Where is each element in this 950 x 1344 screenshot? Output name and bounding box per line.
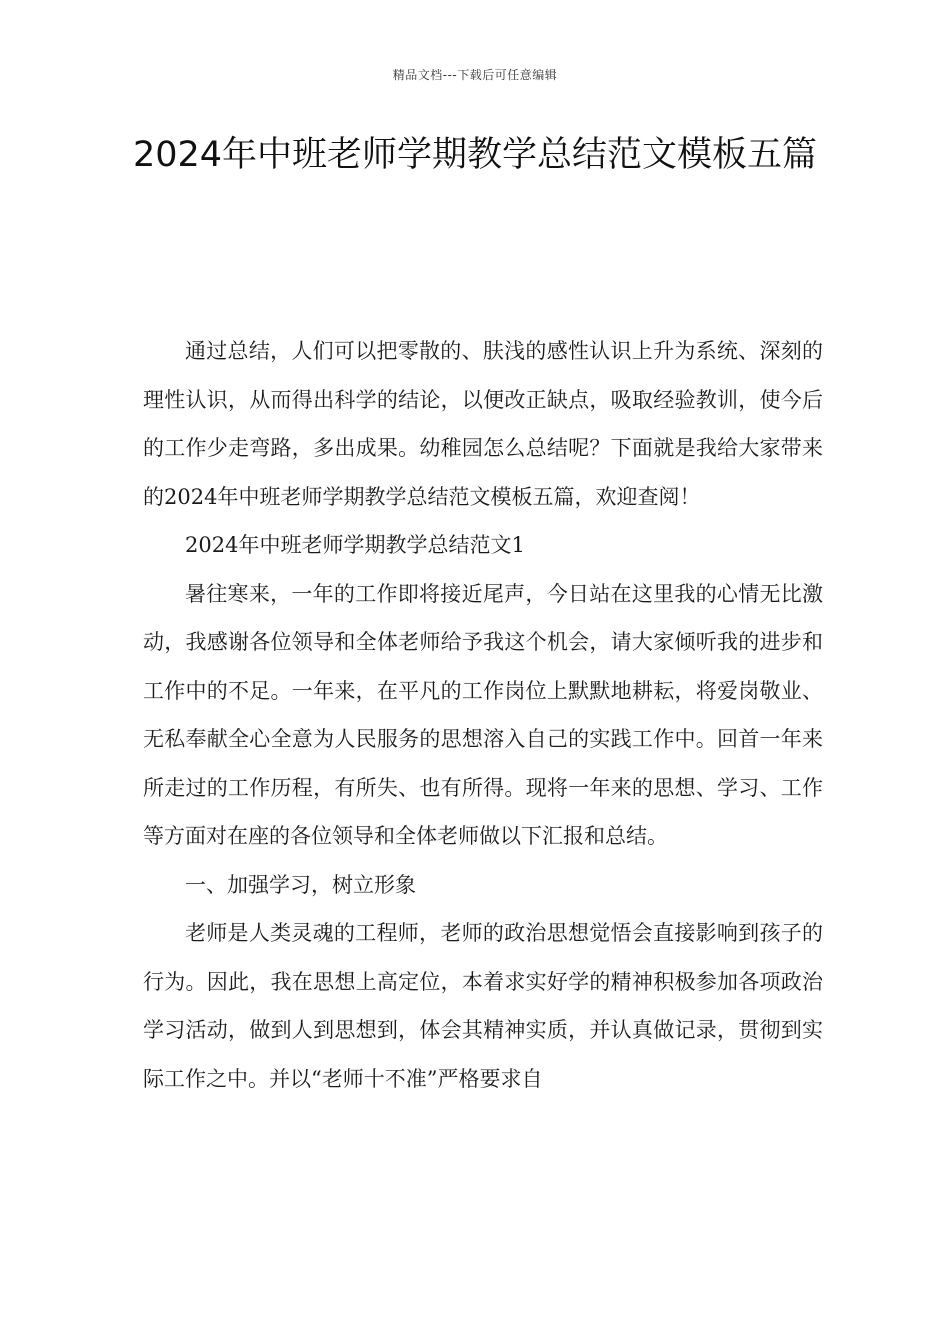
document-title: 2024年中班老师学期教学总结范文模板五篇 <box>132 135 818 175</box>
intro-paragraph: 通过总结，人们可以把零散的、肤浅的感性认识上升为系统、深刻的理性认识，从而得出科学的结论，以便改正缺点，吸取经验教训，使今后的工作少走弯路，多出成果。幼稚园怎么总结呢？下面就是我给大家带来的2024年中班老师学期教学总结范文模板五篇，欢迎查阅！ <box>143 339 823 509</box>
subsection-heading: 一、加强学习，树立形象 <box>185 872 416 897</box>
body-paragraph: 暑往寒来，一年的工作即将接近尾声，今日站在这里我的心情无比激动，我感谢各位领导和全体老师给予我这个机会，请大家倾听我的进步和工作中的不足。一年来，在平凡的工作岗位上默默地耕耘，将爱岗敬业、无私奉献全心全意为人民服务的思想溶入自己的实践工作中。回首一年来所走过的工作历程，有所失、也有所得。现将一年来的思想、学习、工作等方面对在座的各位领导和全体老师做以下汇报和总结。 <box>143 581 823 848</box>
document-body <box>143 327 823 1103</box>
header-note: 精品文档---下载后可任意编辑 <box>392 68 558 82</box>
section-heading: 2024年中班老师学期教学总结范文1 <box>185 533 525 557</box>
body-paragraph: 老师是人类灵魂的工程师，老师的政治思想觉悟会直接影响到孩子的行为。因此，我在思想上高定位，本着求实好学的精神积极参加各项政治学习活动，做到人到思想到，体会其精神实质，并认真做记录，贯彻到实际工作之中。并以“老师十不准”严格要求自 <box>143 921 823 1091</box>
